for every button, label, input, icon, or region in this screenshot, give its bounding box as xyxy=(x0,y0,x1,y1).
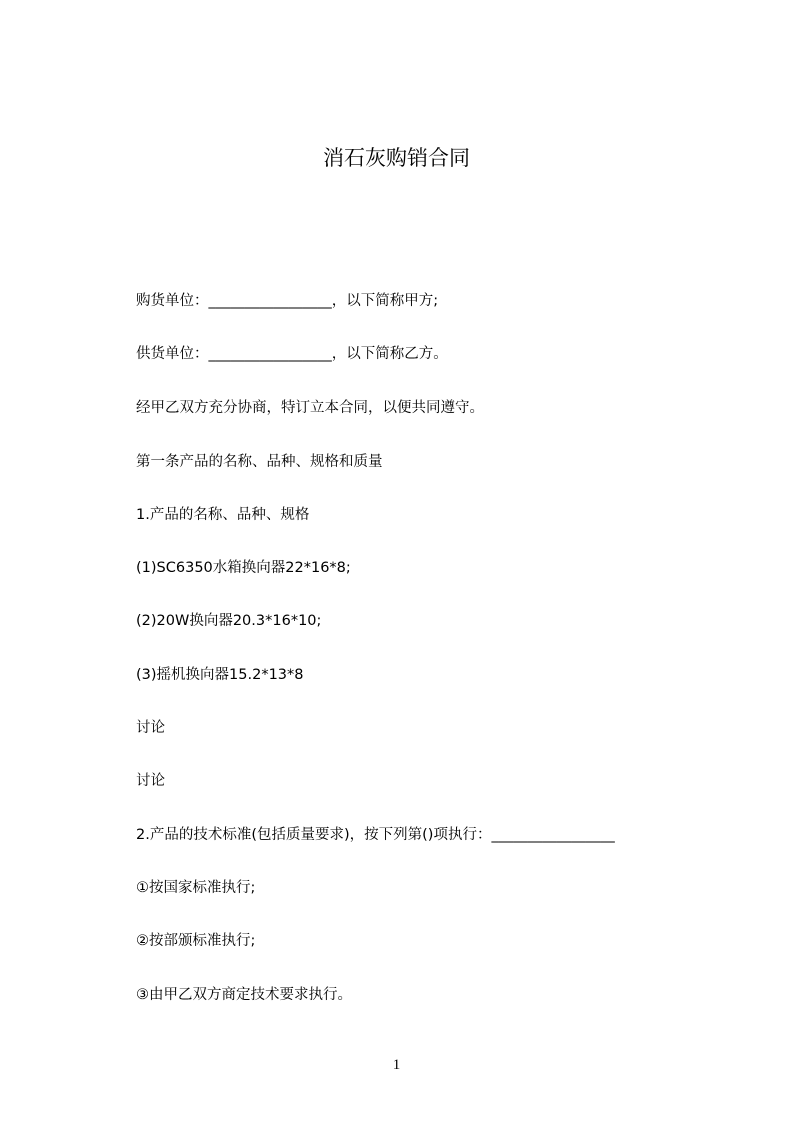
standard-option: ③由甲乙双方商定技术要求执行。 xyxy=(136,987,352,1003)
technical-standard-line: 2.产品的技术标准(包括质量要求)，按下列第()项执行：_________________ xyxy=(136,827,615,843)
agreement-intro: 经甲乙双方充分协商，特订立本合同，以便共同遵守。 xyxy=(136,400,484,416)
discussion-note: 讨论 xyxy=(136,720,165,736)
discussion-note: 讨论 xyxy=(136,773,165,789)
standard-option: ①按国家标准执行; xyxy=(136,880,256,896)
page-number: 1 xyxy=(392,1057,401,1073)
standard-option: ②按部颁标准执行; xyxy=(136,933,256,949)
buyer-line: 购货单位：_________________，以下简称甲方; xyxy=(136,293,439,309)
article-one-heading: 第一条产品的名称、品种、规格和质量 xyxy=(136,454,383,470)
product-item: (1)SC6350水箱换向器22*16*8; xyxy=(136,560,351,576)
product-item: (2)20W换向器20.3*16*10; xyxy=(136,613,322,629)
section-heading: 1.产品的名称、品种、规格 xyxy=(136,507,310,523)
seller-line: 供货单位：_________________，以下简称乙方。 xyxy=(136,346,448,362)
product-item: (3)摇机换向器15.2*13*8 xyxy=(136,667,304,683)
page-title: 消石灰购销合同 xyxy=(323,146,470,170)
